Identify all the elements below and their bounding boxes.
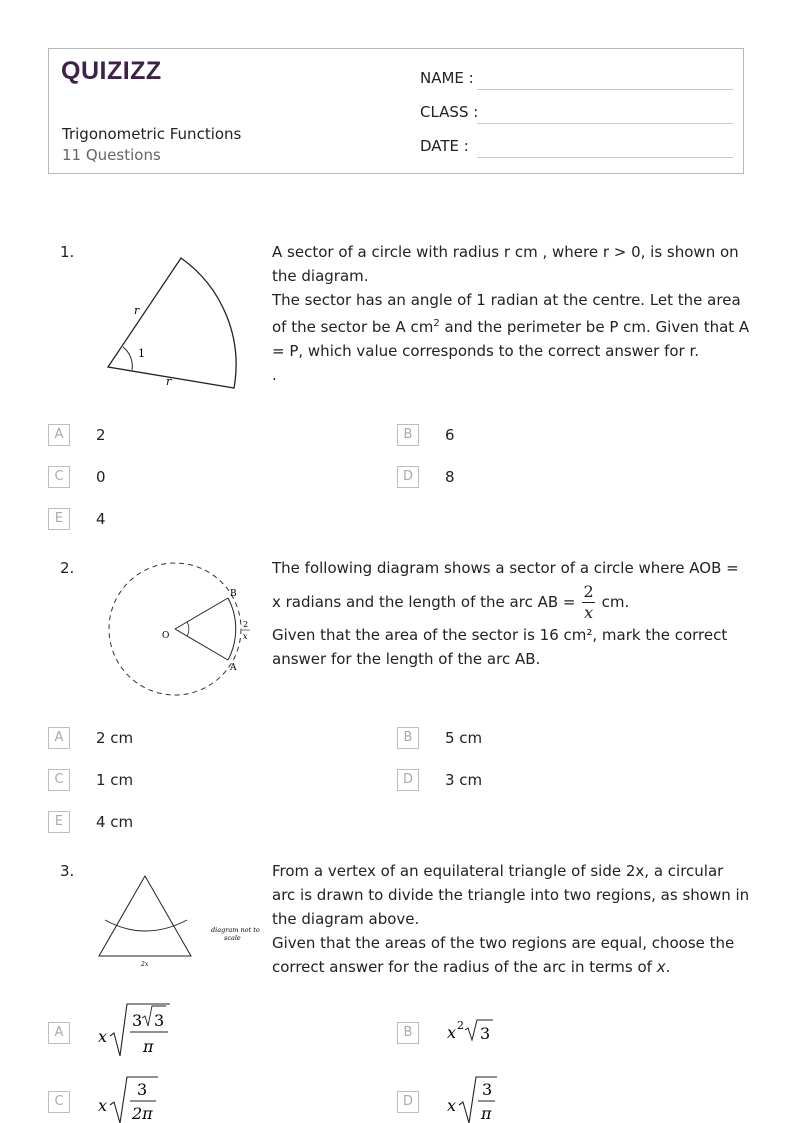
option-b-math [445,1012,505,1046]
option-c-math [96,1073,176,1123]
option-d-math [445,1073,515,1123]
worksheet-header [48,48,744,174]
point-o-label: O [162,631,170,641]
question-text-part: The sector has an angle of 1 radian at the centre. Let the area of the sector be A cm [272,291,741,336]
question-line: The following diagram shows a sector of a circle where AOB = [272,559,739,577]
question-text-part: Given that the areas of the two regions are equal, choose the correct answer for the radius of the arc in terms of [272,934,735,976]
angle-label: 1 [138,347,145,360]
option-d-box[interactable]: D [397,1091,419,1113]
option-b-value: 5 cm [445,729,483,747]
radius-label: r [166,375,172,388]
math-numerator: 3 [482,1080,493,1099]
option-b-value: 6 [445,426,455,444]
option-d-box[interactable]: D [397,769,419,791]
sector-diagram [100,250,250,395]
name-field[interactable] [477,89,733,90]
math-exponent: 2 [457,1019,464,1032]
option-e-box[interactable]: E [48,508,70,530]
option-a-value: 2 [96,426,106,444]
quizizz-logo: QUIZIZZ [61,57,162,85]
option-d-box[interactable]: D [397,466,419,488]
date-label: DATE : [420,137,469,155]
option-d-value: 3 cm [445,771,483,789]
question-text [272,859,750,979]
question-text [272,240,750,387]
arc-length-fraction [581,582,595,623]
arc-numerator: 2 [243,620,249,629]
question-line: A sector of a circle with radius r cm , where r > 0, is shown on the diagram. [272,243,739,285]
question-text-part: . [665,958,671,976]
math-root: 3 [480,1024,491,1043]
math-base: x [447,1023,457,1042]
option-c-box[interactable]: C [48,1091,70,1113]
option-d-value: 8 [445,468,455,486]
question-line [272,582,750,623]
arc-denominator: x [243,632,248,641]
date-field[interactable] [477,157,733,158]
option-b-box[interactable]: B [397,1022,419,1044]
option-c-box[interactable]: C [48,769,70,791]
class-label: CLASS : [420,103,479,121]
question-text [272,556,750,671]
math-denominator: π [143,1037,154,1056]
option-a-box[interactable]: A [48,424,70,446]
radius-label: r [134,304,140,317]
side-label: 2x [141,961,149,968]
math-numerator-root: 3 [154,1011,165,1030]
math-numerator-coef: 3 [132,1011,143,1030]
question-count: 11 Questions [62,146,161,164]
diagram-note: diagram not to [211,926,260,934]
question-line: Given that the area of the sector is 16 cm², mark the correct answer for the length of the arc AB. [272,626,728,668]
option-a-value: 2 cm [96,729,134,747]
point-b-label: B [230,589,237,599]
triangle-arc-diagram [95,870,265,970]
variable: x [656,958,666,976]
option-c-value: 0 [96,468,106,486]
question-line [272,931,750,979]
question-text-part: and the perimeter be P cm. Given that A = P, which value corresponds to the correct answer for r. [272,318,750,360]
option-c-value: 1 cm [96,771,134,789]
name-label: NAME : [420,69,474,87]
math-denominator: π [481,1104,492,1123]
question-line: From a vertex of an equilateral triangle of side 2x, a circular arc is drawn to divide the triangle into two regions, as shown in the diagram above. [272,862,750,928]
diagram-note: scale [224,934,241,942]
option-e-value: 4 cm [96,813,134,831]
question-number: 1. [60,243,75,261]
question-text-part: cm. [601,593,630,611]
worksheet-title: Trigonometric Functions [62,125,242,143]
math-numerator: 3 [137,1080,148,1099]
question-text-part: x radians and the length of the arc AB = [272,593,576,611]
option-b-box[interactable]: B [397,727,419,749]
fraction-denominator: x [584,603,594,622]
option-b-box[interactable]: B [397,424,419,446]
class-field[interactable] [477,123,733,124]
math-denominator: 2π [132,1104,153,1123]
question-line [272,288,750,363]
question-number: 3. [60,862,75,880]
fraction-numerator: 2 [583,582,594,601]
option-e-box[interactable]: E [48,811,70,833]
option-a-box[interactable]: A [48,1022,70,1044]
math-var: x [447,1096,457,1115]
option-a-box[interactable]: A [48,727,70,749]
superscript: 2 [433,318,440,329]
circle-sector-diagram [100,560,260,700]
math-var: x [98,1027,108,1046]
option-a-math [96,1000,186,1064]
question-line: . [272,366,277,384]
question-number: 2. [60,559,75,577]
math-var: x [98,1096,108,1115]
option-c-box[interactable]: C [48,466,70,488]
point-a-label: A [230,663,237,673]
option-e-value: 4 [96,510,106,528]
